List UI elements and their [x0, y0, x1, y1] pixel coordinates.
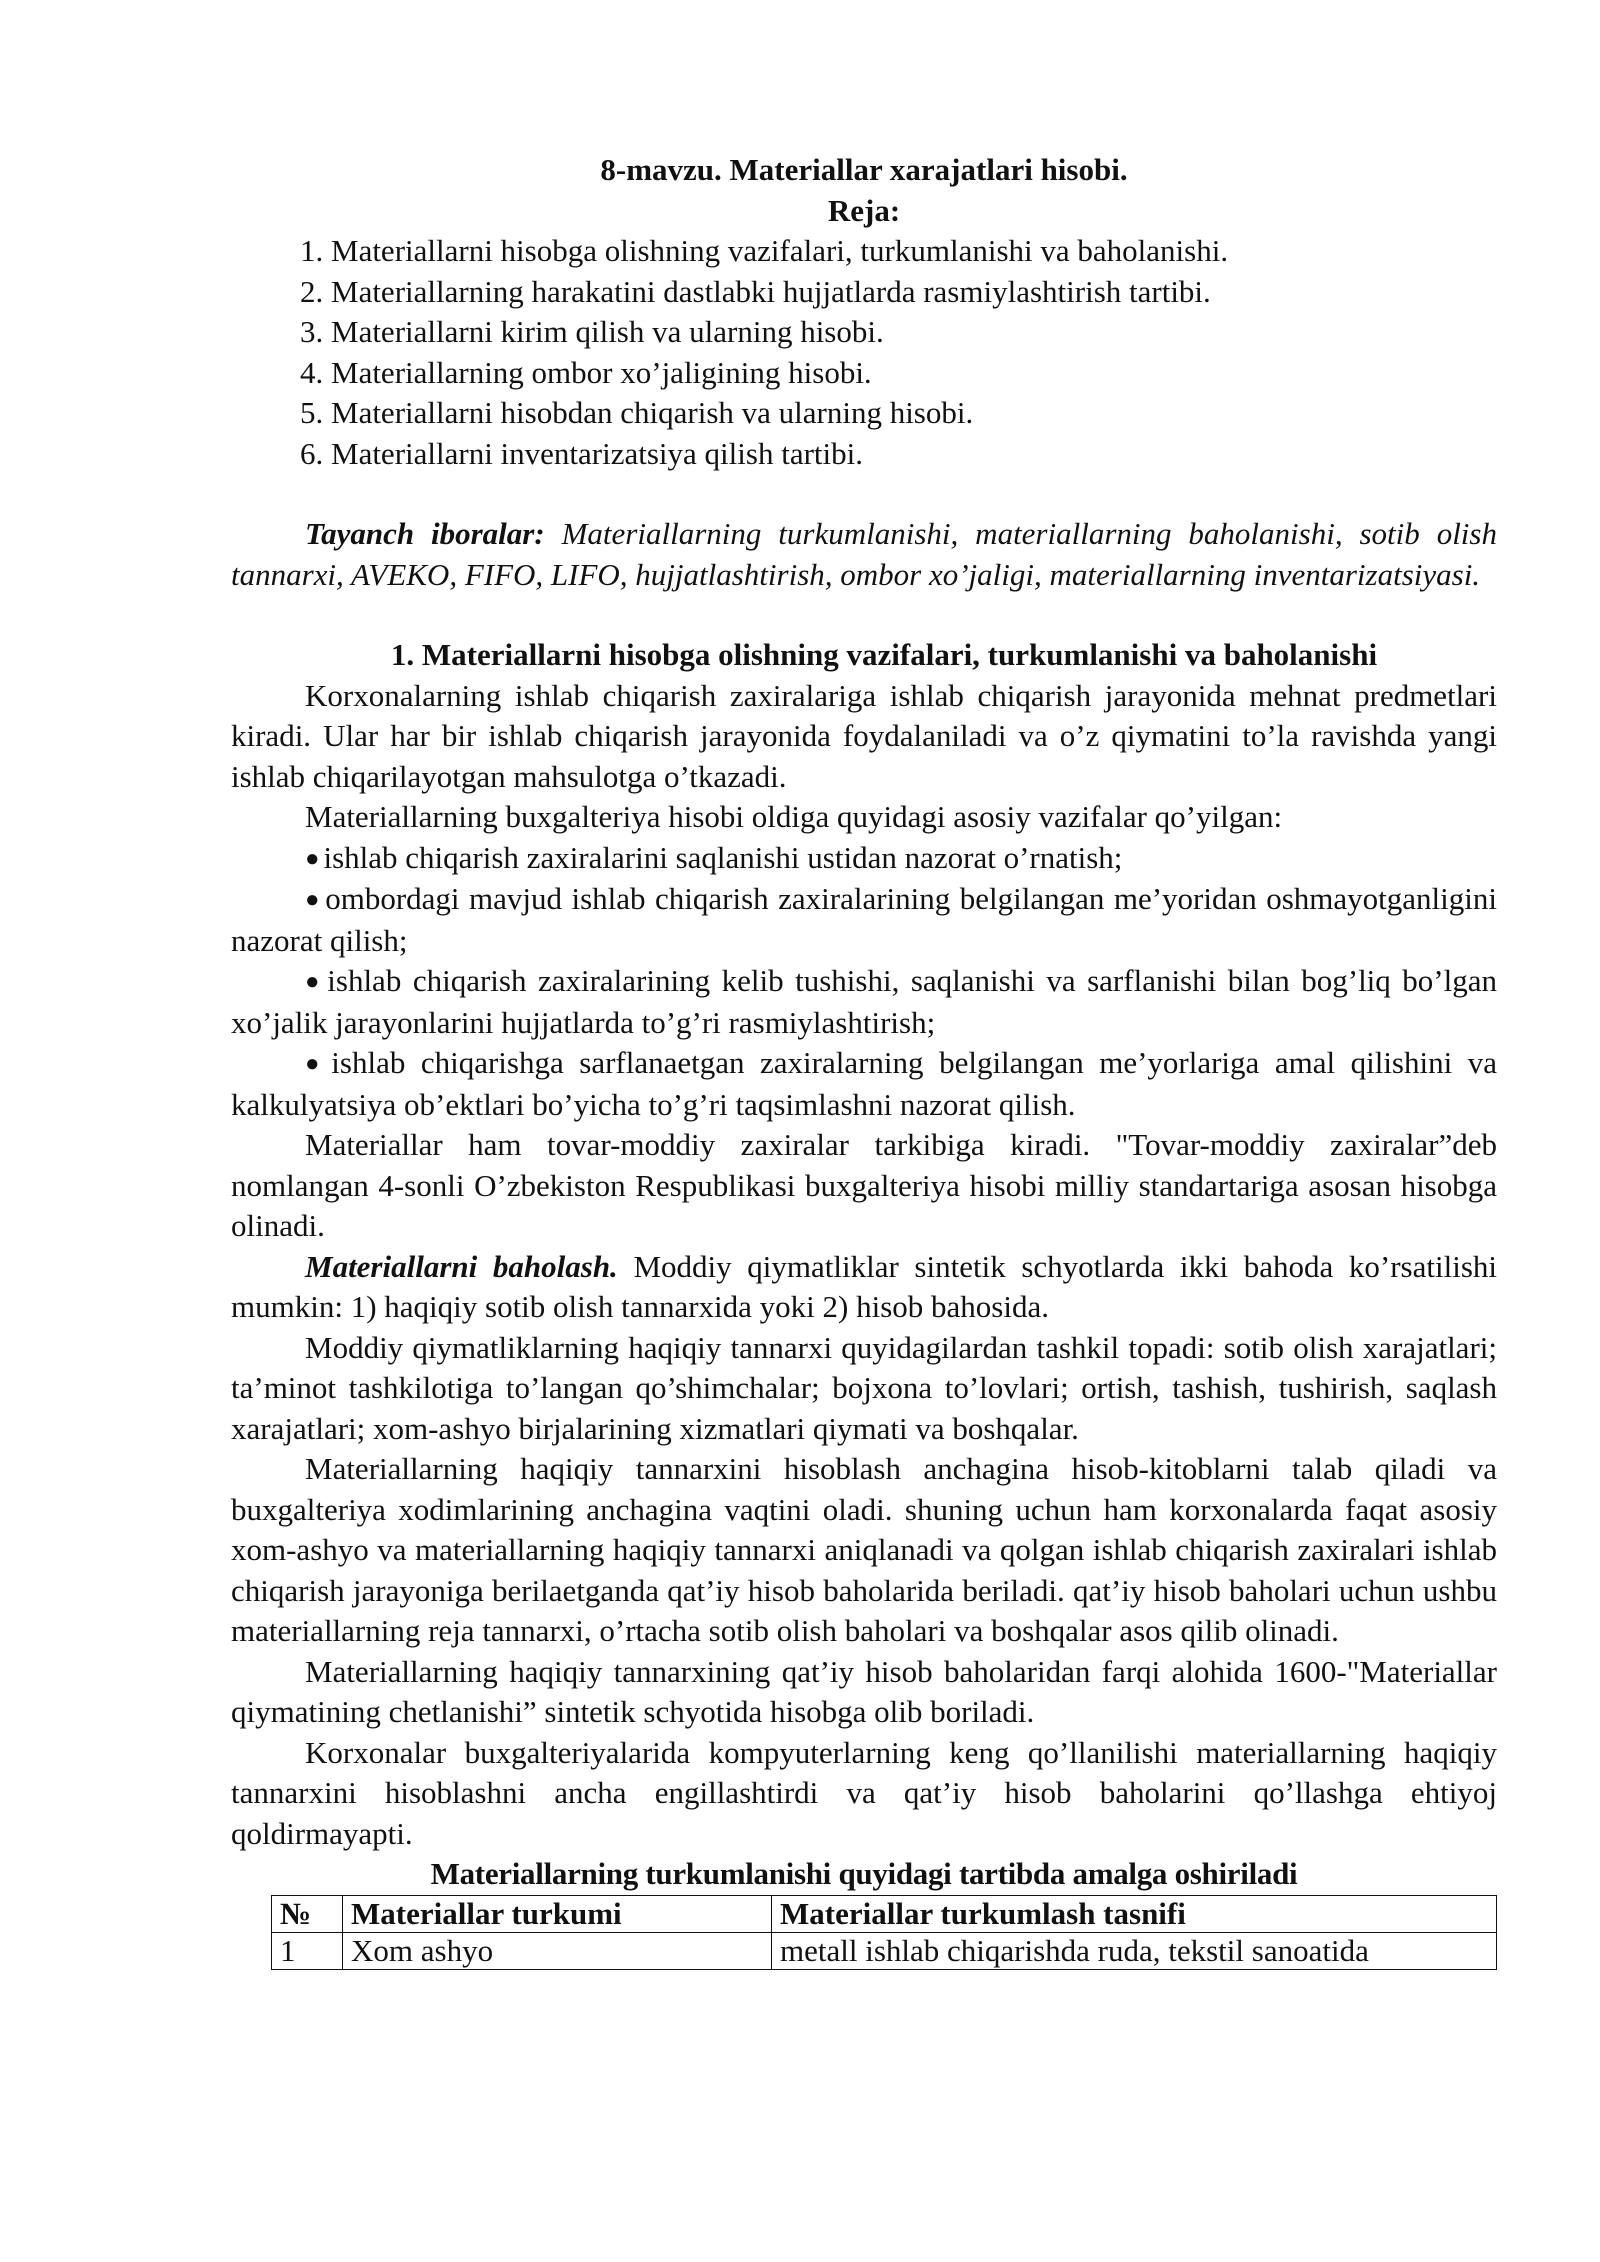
plan-item: 4. Materiallarning ombor xo’jaligining hisobi.: [300, 354, 872, 390]
plan-label: Reja:: [827, 192, 901, 228]
bullet-item: [231, 879, 1497, 961]
bullet-icon: ●: [305, 1051, 328, 1077]
table-cell: Xom ashyo: [343, 1932, 772, 1969]
document-title: 8-mavzu. Materiallar xarajatlari hisobi.: [600, 152, 1128, 187]
table-row: [272, 1932, 1497, 1969]
keywords-label: Tayanch iboralar:: [305, 516, 545, 551]
bullet-item: [231, 838, 1497, 880]
plan-item: 1. Materiallarni hisobga olishning vazifalari, turkumlanishi va baholanishi.: [300, 233, 1229, 268]
paragraph: Materiallarning buxgalteriya hisobi oldiga quyidagi asosiy vazifalar qo’yilgan:: [305, 799, 1283, 834]
paragraph-text: Moddiy qiymatliklar sintetik schyotlarda ikki bahoda ko’rsatilishi mumkin: 1) haqiqiy sotib olish tannarxida yoki 2) hisob bahosida.: [231, 1248, 1497, 1324]
paragraph: Korxonalarning ishlab chiqarish zaxiralariga ishlab chiqarish jarayonida mehnat predmetlari kiradi. Ular har bir ishlab chiqarish jarayonida foydalaniladi va o’z qiymatini to’la ravishda yangi ishlab chiqarilayotgan mahsulotga o’tkazadi.: [231, 677, 1497, 794]
document-page: [231, 150, 1497, 1970]
table-cell: metall ishlab chiqarishda ruda, tekstil sanoatida: [772, 1932, 1497, 1969]
paragraph: Moddiy qiymatliklarning haqiqiy tannarxi quyidagilardan tashkil topadi: sotib olish xarajatlari; ta’minot tashkilotiga to’langan qo’shimchalar; bojxona to’lovlari; ortish, tashish, tushirish, saqlash xarajatlari; xom-ashyo birjalarining xizmatlari qiymati va boshqalar.: [231, 1329, 1497, 1446]
table-header-cell: Materiallar turkumi: [343, 1895, 772, 1932]
bullet-text: ishlab chiqarish zaxiralarini saqlanishi ustidan nazorat o’rnatish;: [323, 839, 1123, 875]
paragraph: Materiallar ham tovar-moddiy zaxiralar tarkibiga kiradi. "Tovar-moddiy zaxiralar”deb nomlangan 4-sonli O’zbekiston Respublikasi buxgalteriya hisobi milliy standartariga asosan hisobga olinadi.: [231, 1127, 1497, 1243]
table-header-row: [272, 1895, 1497, 1932]
bullet-icon: ●: [305, 845, 320, 872]
table-cell: 1: [272, 1932, 343, 1969]
keywords-paragraph: [231, 514, 1497, 595]
paragraph: Materiallarning haqiqiy tannarxini hisoblash anchagina hisob-kitoblarni talab qiladi va buxgalteriya xodimlarining anchagina vaqtini oladi. shuning uchun ham korxonalarda faqat asosiy xom-ashyo va materiallarning haqiqiy tannarxi aniqlanadi va qolgan ishlab chiqarish zaxiralari ishlab chiqarish jarayoniga berilaetganda qat’iy hisob baholarida beriladi. qat’iy hisob baholari uchun ushbu materiallarning reja tannarxi, o’rtacha sotib olish baholari va boshqalar asos qilib olinadi.: [231, 1451, 1497, 1648]
paragraph-lead: Materiallarni baholash.: [305, 1248, 618, 1284]
plan-item: 3. Materiallarni kirim qilish va ularning hisobi.: [300, 314, 884, 349]
table-header-cell: Materiallar turkumlash tasnifi: [772, 1895, 1497, 1932]
section-title: 1. Materiallarni hisobga olishning vazifalari, turkumlanishi va baholanishi: [390, 637, 1378, 672]
plan-item: 2. Materiallarning harakatini dastlabki hujjatlarda rasmiylashtirish tartibi.: [300, 273, 1211, 309]
bullet-item: [231, 1043, 1497, 1125]
bullet-icon: ●: [305, 887, 322, 913]
plan-item: 6. Materiallarni inventarizatsiya qilish tartibi.: [300, 435, 863, 471]
bullet-item: [231, 961, 1497, 1043]
bullet-text: ishlab chiqarishga sarflanaetgan zaxiralarning belgilangan me’yorlariga amal qilishini va kalkulyatsiya ob’ektlari bo’yicha to’g’ri taqsimlashni nazorat qilish.: [231, 1045, 1498, 1122]
classification-table: [271, 1895, 1497, 1970]
table-title: Materiallarning turkumlanishi quyidagi tartibda amalga oshiriladi: [430, 1856, 1298, 1891]
paragraph: [231, 1247, 1497, 1328]
plan-item: 5. Materiallarni hisobdan chiqarish va ularning hisobi.: [300, 395, 974, 430]
bullet-icon: ●: [305, 969, 324, 995]
bullet-text: ombordagi mavjud ishlab chiqarish zaxiralarining belgilangan me’yoridan oshmayotganligini nazorat qilish;: [231, 881, 1497, 958]
plan-list: [300, 231, 1497, 474]
paragraph: Korxonalar buxgalteriyalarida kompyuterlarning keng qo’llanilishi materiallarning haqiqiy tannarxini hisoblashni ancha engillashtirdi va qat’iy hisob baholarini qo’llashga ehtiyoj qoldirmayapti.: [231, 1734, 1497, 1851]
keywords-text: Materiallarning turkumlanishi, materiallarning baholanishi, sotib olish tannarxi, AVEKO, FIFO, LIFO, hujjatlashtirish, ombor xo’jaligi, materiallarning inventarizatsiyasi.: [231, 516, 1497, 592]
paragraph: Materiallarning haqiqiy tannarxining qat’iy hisob baholaridan farqi alohida 1600-"Materiallar qiymatining chetlanishi” sintetik schyotida hisobga olib boriladi.: [231, 1653, 1497, 1729]
bullet-text: ishlab chiqarish zaxiralarining kelib tushishi, saqlanishi va sarflanishi bilan bog’liq bo’lgan xo’jalik jarayonlarini hujjatlarda to’g’ri rasmiylashtirish;: [231, 963, 1497, 1040]
table-header-cell: №: [272, 1895, 343, 1932]
